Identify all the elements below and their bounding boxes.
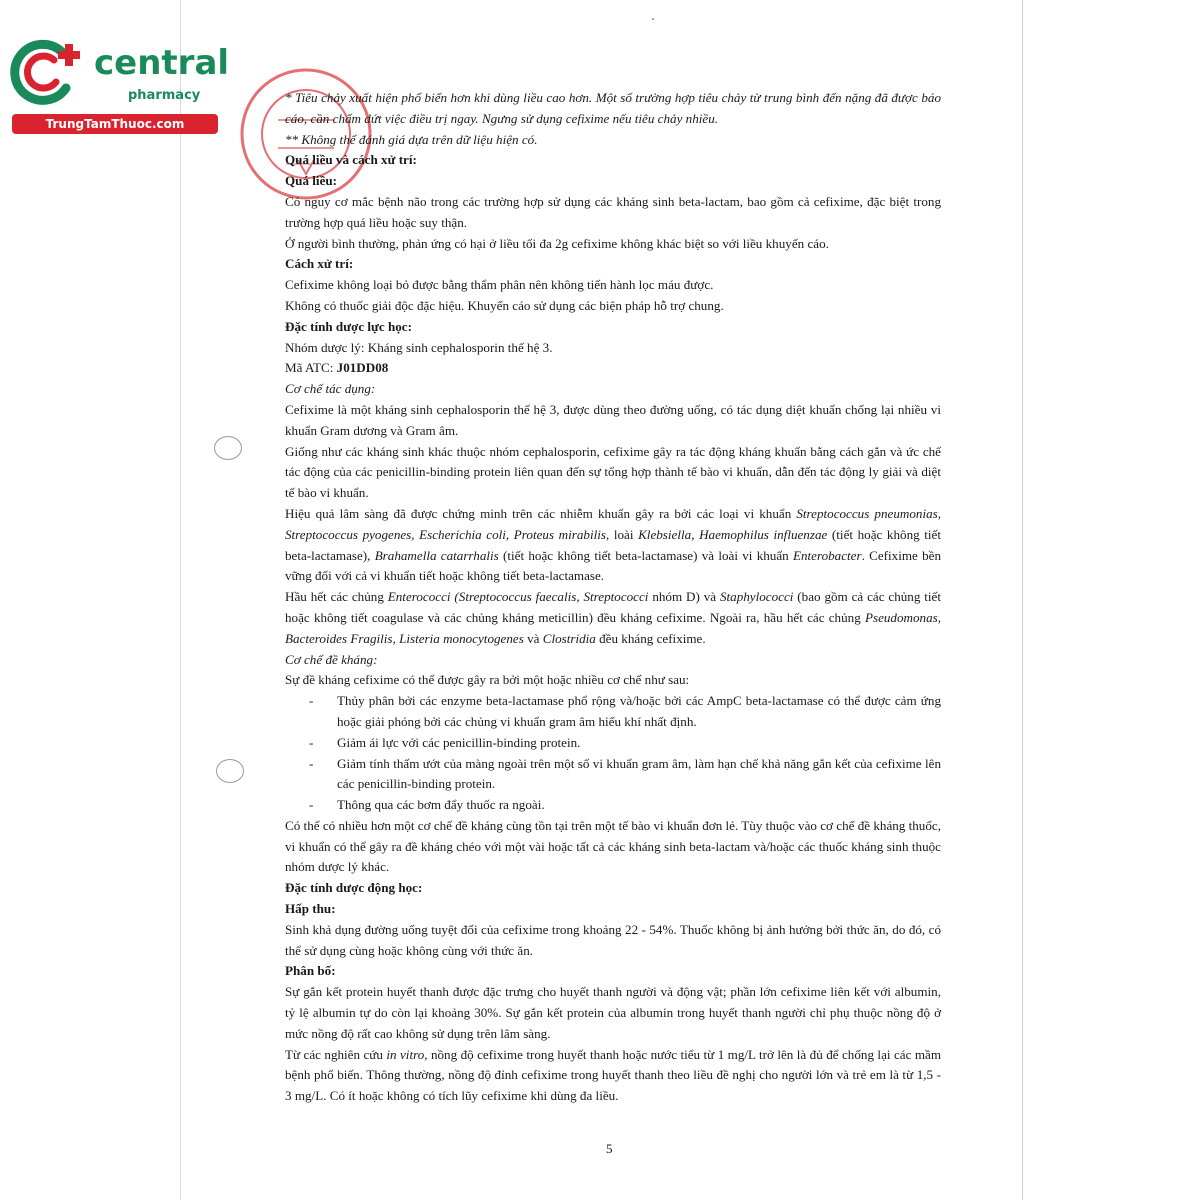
text-run: , (691, 526, 700, 542)
central-pharmacy-logo (10, 38, 230, 138)
brand-name: central (94, 43, 230, 83)
text-run: (tiết hoặc không tiết beta-lactamase) và loài vi khuẩn (498, 547, 793, 563)
paragraph-resistant-strains (285, 587, 941, 649)
heading-pharmacodynamics: Đặc tính dược lực học: (285, 318, 412, 334)
text-run: nhóm D) và (648, 589, 720, 605)
website-banner: TrungTamThuoc.com (12, 114, 218, 134)
paragraph: Không có thuốc giải độc đặc hiệu. Khuyến cáo sử dụng các biện pháp hỗ trợ chung. (285, 297, 724, 313)
heading-distribution: Phân bố: (285, 963, 336, 979)
page-edge-left (180, 0, 181, 1200)
brand-subtitle: pharmacy (128, 88, 201, 103)
bullet-dash: - (309, 755, 314, 771)
text-run: (bao gồm cả các chủng tiết hoặc không tiết coagulase và các chủng kháng meticillin) đều kháng cefixime. Ngoài ra, hầu hết các chủng (285, 589, 942, 625)
paragraph: Nhóm dược lý: Kháng sinh cephalosporin thế hệ 3. (285, 339, 553, 355)
text-run: Enterobacter (792, 547, 862, 563)
list-item-text: Giảm ái lực với các penicillin-binding protein. (337, 734, 581, 750)
list-item-text: Giảm tính thấm ướt của màng ngoài trên một số vi khuẩn gram âm, làm hạn chế khả năng gắn kết của cefixime lên các penicillin-binding protein. (337, 755, 941, 792)
page-number: 5 (606, 1141, 613, 1156)
paragraph: Sự gắn kết protein huyết thanh được đặc trưng cho huyết thanh người và động vật; phần lớn cefixime liên kết với albumin, tỷ lệ albumin tự do còn lại khoảng 30%. Sự gắn kết protein của albumin trong huyết thanh người chỉ phụ thuộc nồng độ ở mức nồng độ rất cao không sử dụng trên lâm sàng. (285, 984, 941, 1041)
punch-hole (214, 436, 242, 460)
text-run: và (523, 630, 543, 646)
paragraph: Có nguy cơ mắc bệnh não trong các trường hợp sử dụng các kháng sinh beta-lactam, bao gồm cả cefixime, đặc biệt trong trường hợp quá liều hoặc suy thận. (285, 193, 941, 230)
atc-code-line (285, 358, 941, 379)
list-item (285, 733, 941, 754)
bullet-dash: - (309, 693, 314, 709)
text-run: Klebsiella (638, 526, 692, 542)
text-run: Haemophilus influenzae (699, 526, 828, 542)
text-run: Enterococci (Streptococcus faecalis, Streptococci (387, 589, 649, 605)
text-run: Hiệu quả lâm sàng đã được chứng minh trên các nhiễm khuẩn gây ra bởi các loại vi khuẩn (285, 505, 797, 521)
text-run: Clostridia (542, 630, 596, 646)
paragraph-in-vitro (285, 1045, 941, 1107)
paragraph: Cefixime không loại bỏ được bằng thẩm phân nên không tiến hành lọc máu được. (285, 277, 714, 293)
text-run: Brahamella catarrhalis (374, 547, 499, 563)
pharmacy-logo-icon (10, 38, 88, 106)
heading-treatment: Cách xử trí: (285, 256, 354, 272)
atc-label: Mã ATC: (285, 360, 337, 376)
paragraph-clinical-efficacy (285, 504, 941, 587)
footnote-diarrhea: * Tiêu chảy xuất hiện phổ biến hơn khi dùng liều cao hơn. Một số trường hợp tiêu chảy từ trung bình đến nặng đã được báo cáo, cần chấm dứt việc điều trị ngay. Ngưng sử dụng cefixime nếu tiêu chảy nhiều. (285, 90, 941, 126)
text-run: in vitro (386, 1046, 425, 1062)
text-run: , nồng độ cefixime trong huyết thanh hoặc nước tiểu từ 1 mg/L trở lên là đủ để chống lại các mầm bệnh phổ biến. Thông thường, nồng độ đỉnh cefixime trong huyết thanh theo liều đề nghị cho người lớn và trẻ em là từ 1,5 - 3 mg/L. Có ít hoặc không có tích lũy cefixime khi dùng đa liều. (285, 1046, 942, 1104)
text-run: (tiết hoặc không tiết beta-lactamase), (285, 526, 941, 563)
text-run: đều kháng cefixime. (595, 630, 706, 646)
text-run: loài (609, 526, 639, 542)
heading-overdose: Quá liều: (285, 173, 338, 189)
text-run: Streptococcus pneumonias, Streptococcus pyogenes, Escherichia coli, Proteus mirabilis, (285, 505, 941, 542)
list-item (285, 795, 941, 816)
heading-absorption: Hấp thu: (285, 901, 336, 917)
punch-hole (216, 759, 244, 783)
list-item (285, 691, 941, 733)
list-item-text: Thủy phân bởi các enzyme beta-lactamase phổ rộng và/hoặc bởi các AmpC beta-lactamase có thể được cảm ứng hoặc giải phóng bởi các chủng vi khuẩn gram âm hiếu khí nhất định. (337, 693, 941, 729)
paragraph: Giống như các kháng sinh khác thuộc nhóm cephalosporin, cefixime gây ra tác động kháng khuẩn bằng cách gắn và ức chế tác động của các penicillin-binding protein liên quan đến sự tổng hợp thành tế bào vi khuẩn, dẫn đến tác động ly giải và diệt tế bào vi khuẩn. (285, 443, 941, 501)
heading-resistance: Cơ chế đề kháng: (285, 651, 378, 667)
list-item-text: Thông qua các bơm đẩy thuốc ra ngoài. (337, 797, 545, 813)
document-body (285, 88, 941, 1107)
paragraph: Ở người bình thường, phản ứng có hại ở liều tối đa 2g cefixime không khác biệt so với liều khuyến cáo. (285, 235, 829, 251)
atc-code: J01DD08 (336, 360, 389, 376)
bullet-dash: - (309, 734, 314, 750)
heading-pharmacokinetics: Đặc tính dược động học: (285, 880, 423, 896)
page-edge-right (1022, 0, 1023, 1200)
speck (652, 18, 654, 20)
list-item (285, 754, 941, 796)
text-run: Từ các nghiên cứu (285, 1046, 387, 1062)
heading-mechanism: Cơ chế tác dụng: (285, 381, 376, 397)
bullet-dash: - (309, 797, 314, 813)
text-run: . Cefixime bền vững đối với cả vi khuẩn tiết hoặc không tiết beta-lactamase. (285, 547, 942, 584)
paragraph: Sinh khả dụng đường uống tuyệt đối của cefixime trong khoảng 22 - 54%. Thuốc không bị ảnh hưởng bởi thức ăn, do đó, có thể sử dụng cùng hoặc không cùng với thức ăn. (285, 921, 941, 958)
text-run: Pseudomonas, Bacteroides Fragilis, Listeria monocytogenes (285, 609, 941, 646)
paragraph: Có thể có nhiều hơn một cơ chế đề kháng cùng tồn tại trên một tế bào vi khuẩn đơn lẻ. Tùy thuộc vào cơ chế đề kháng thuốc, vi khuẩn có thể gây ra đề kháng chéo với một vài hoặc tất cả các kháng sinh beta-lactam và/hoặc các thuốc kháng sinh thuộc nhóm dược lý khác. (285, 817, 941, 875)
paragraph: Cefixime là một kháng sinh cephalosporin thế hệ 3, được dùng theo đường uống, có tác dụng diệt khuẩn chống lại nhiều vi khuẩn Gram dương và Gram âm. (285, 401, 941, 438)
text-run: Staphylococci (719, 589, 794, 605)
text-run: Hầu hết các chủng (285, 589, 388, 605)
paragraph: Sự đề kháng cefixime có thể được gây ra bởi một hoặc nhiều cơ chế như sau: (285, 672, 690, 688)
heading-overdose-treatment: Quá liều và cách xử trí: (285, 152, 417, 168)
footnote-not-assessable: ** Không thể đánh giá dựa trên dữ liệu hiện có. (285, 131, 538, 147)
